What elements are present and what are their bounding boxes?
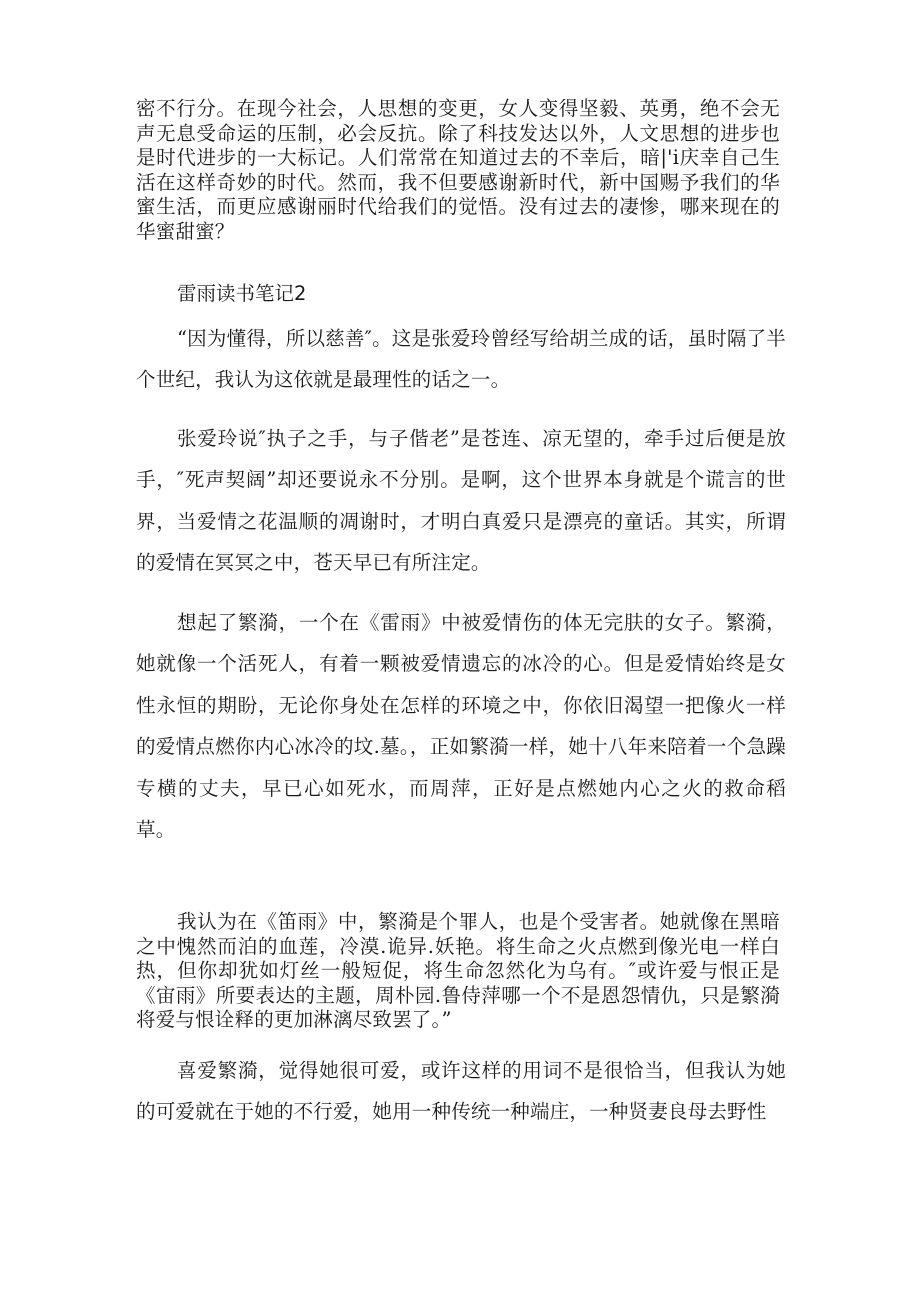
body-paragraph-5: 喜爱繁漪，觉得她很可爱，或许这样的用词不是很恰当，但我认为她的可爱就在于她的不行爱，她用一种传统一种端庄，一种贤妻良母去野性 — [136, 1059, 786, 1124]
body-paragraph-1: “因为懂得，所以慈善″。这是张爱玲曾经写给胡兰成的话，虽时隔了半个世纪，我认为这依就是最理性的话之一。 — [136, 327, 786, 392]
section-title — [177, 282, 306, 306]
section-title-text: 雷雨读书笔记 — [177, 282, 295, 305]
section-title-number: 2 — [294, 282, 307, 305]
opening-paragraph: 密不行分。在现今社会，人思想的变更，女人变得坚毅、英勇，绝不会无声无息受命运的压制，必会反抗。除了科技发达以外，人文思想的进步也是时代进步的一大标记。人们常常在知道过去的不幸后，暗|'i庆幸自己生活在这样奇妙的时代。然而，我不但要感谢新时代，新中国赐予我们的华蜜生活，而更应感谢丽时代给我们的觉悟。没有过去的凄惨，哪来现在的华蜜甜蜜？ — [136, 97, 780, 243]
body-paragraph-2: 张爱玲说″执子之手，与子偕老”是苍连、凉无望的，牵手过后便是放手，″死声契阔”却还要说永不分別。是啊，这个世界本身就是个谎言的世界，当爱情之花温顺的凋谢时，才明白真爱只是漂亮的童话。其实，所谓的爱情在冥冥之中，苍天早已有所注定。 — [136, 427, 786, 575]
body-paragraph-4: 我认为在《笛雨》中，繁漪是个罪人，也是个受害者。她就像在黑暗之中愧然而泊的血莲，冷漠.诡异.妖艳。将生命之火点燃到像光电一样白热，但你却犹如灯丝一般短促，将生命忽然化为乌有。″或许爱与恨正是《宙雨》所要表达的主题，周朴园.鲁侍萍哪一个不是恩怨情仇，只是繁漪将爱与恨诠释的更加淋漓尽致罢了。” — [136, 910, 780, 1032]
body-paragraph-3: 想起了繁漪，一个在《雷雨》中被爱情伤的体无完肤的女子。繁漪，她就像一个活死人，有着一颗被爱情遗忘的冰冷的心。但是爱情始终是女性永恒的期盼，无论你身处在怎样的环境之中，你依旧渴望一把像火一样的爱情点燃你内心冰冷的坟.墓。，正如繁漪一样，她十八年来陪着一个急躁专横的丈夫，早已心如死水，而周萍，正好是点燃她内心之火的救命稻草。 — [136, 611, 786, 842]
